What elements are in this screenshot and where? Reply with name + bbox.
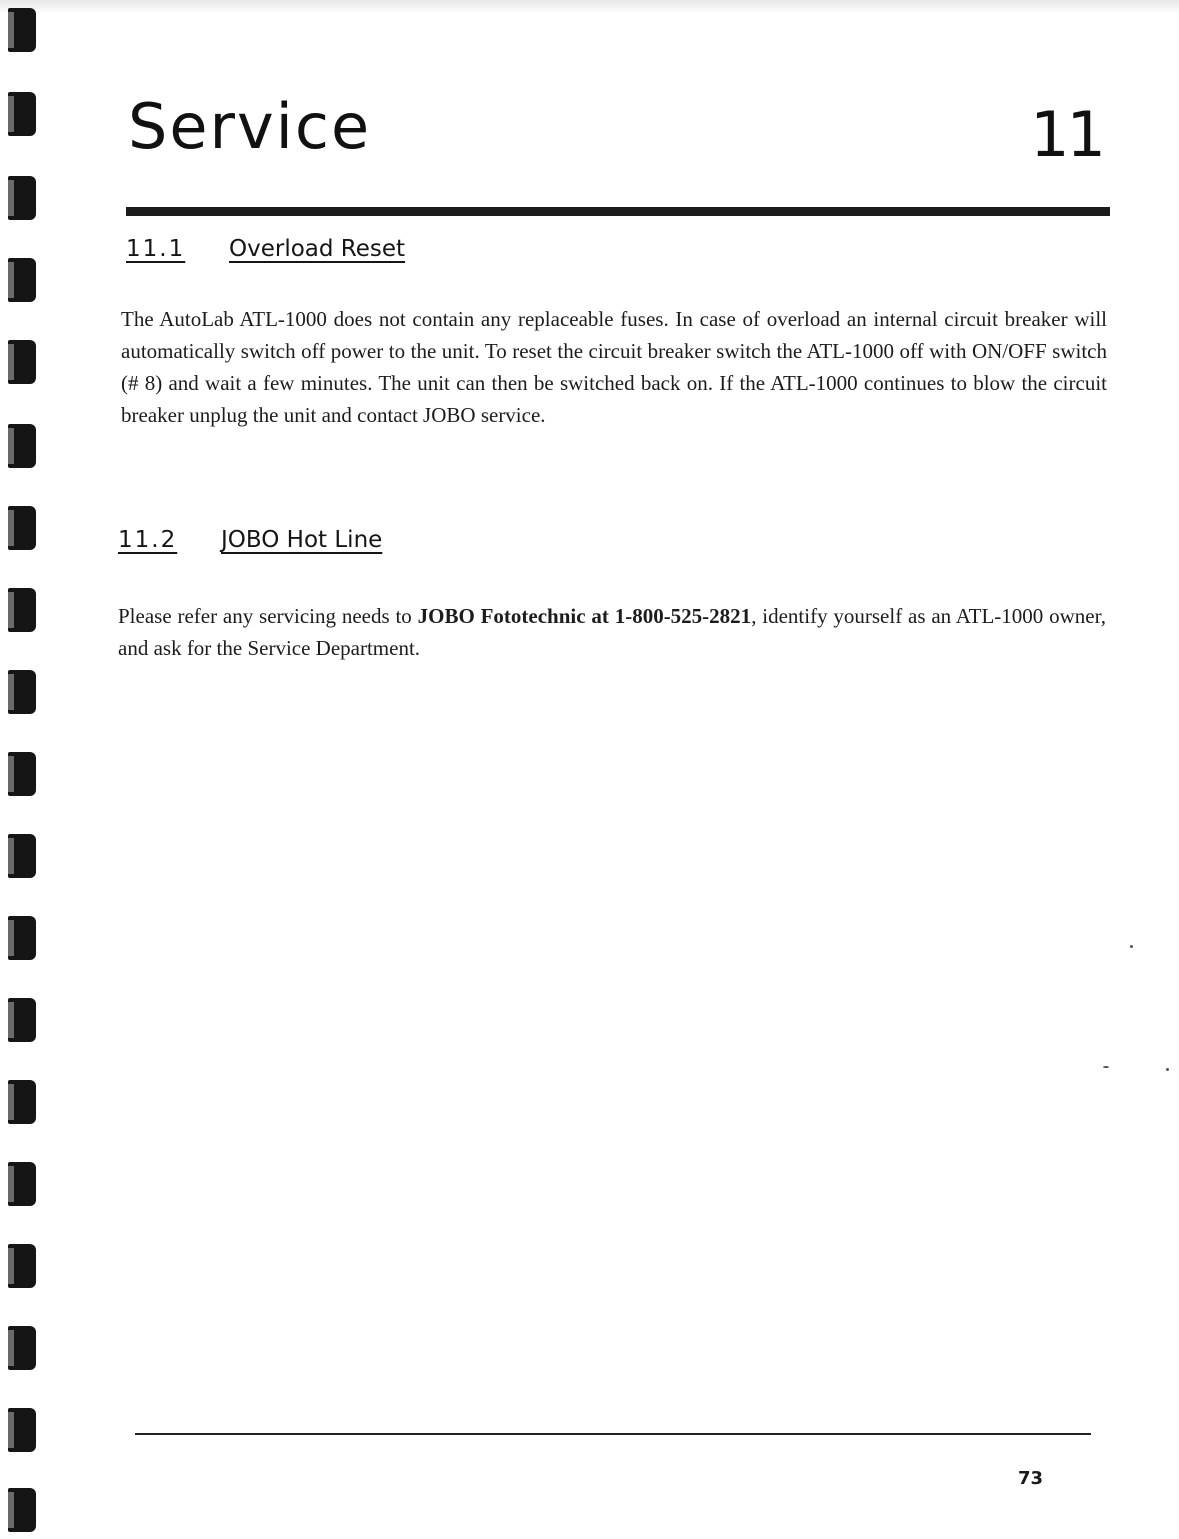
binding-hole	[8, 92, 36, 136]
section-number: 11.1	[126, 236, 186, 262]
binding-hole	[8, 1162, 36, 1206]
chapter-number: 11	[1030, 98, 1103, 171]
scan-speck	[1130, 945, 1133, 948]
binding-hole	[8, 834, 36, 878]
binding-hole	[8, 998, 36, 1042]
section-title: JOBO Hot Line	[221, 527, 383, 553]
binding-hole	[8, 176, 36, 220]
page-number: 73	[1018, 1468, 1044, 1489]
footer-rule	[135, 1433, 1091, 1435]
chapter-title: Service	[128, 90, 372, 163]
binding-hole	[8, 670, 36, 714]
binding-hole	[8, 1326, 36, 1370]
section-number: 11.2	[118, 527, 178, 553]
binding-hole	[8, 340, 36, 384]
binding-hole	[8, 424, 36, 468]
section-title: Overload Reset	[229, 236, 406, 262]
binding-hole	[8, 8, 36, 52]
hot-line-text-before: Please refer any servicing needs to	[118, 604, 418, 628]
hot-line-text-after: , identify yourself as an ATL-1000 owner, and ask for the Service Department.	[118, 604, 1106, 660]
section-heading-overload-reset	[126, 238, 405, 261]
title-rule	[126, 207, 1110, 216]
binding-hole	[8, 752, 36, 796]
scan-speck	[1103, 1066, 1109, 1068]
binding-hole	[8, 506, 36, 550]
spiral-binding	[0, 0, 40, 1539]
section-heading-hot-line	[118, 529, 382, 552]
binding-hole	[8, 1488, 36, 1532]
scan-top-shadow	[0, 0, 1179, 14]
binding-hole	[8, 1080, 36, 1124]
binding-hole	[8, 588, 36, 632]
overload-reset-paragraph: The AutoLab ATL-1000 does not contain any replaceable fuses. In case of overload an internal circuit breaker will automatically switch off power to the unit. To reset the circuit breaker switch the ATL-1000 off with ON/OFF switch (# 8) and wait a few minutes. The unit can then be switched back on. If the ATL-1000 continues to blow the circuit breaker unplug the unit and contact JOBO service.	[121, 307, 1107, 427]
binding-hole	[8, 258, 36, 302]
binding-hole	[8, 1244, 36, 1288]
hot-line-paragraph	[118, 600, 1106, 664]
binding-hole	[8, 1408, 36, 1452]
scan-speck	[1166, 1068, 1169, 1071]
binding-hole	[8, 916, 36, 960]
hot-line-phone: JOBO Fototechnic at 1-800-525-2821	[417, 604, 752, 628]
